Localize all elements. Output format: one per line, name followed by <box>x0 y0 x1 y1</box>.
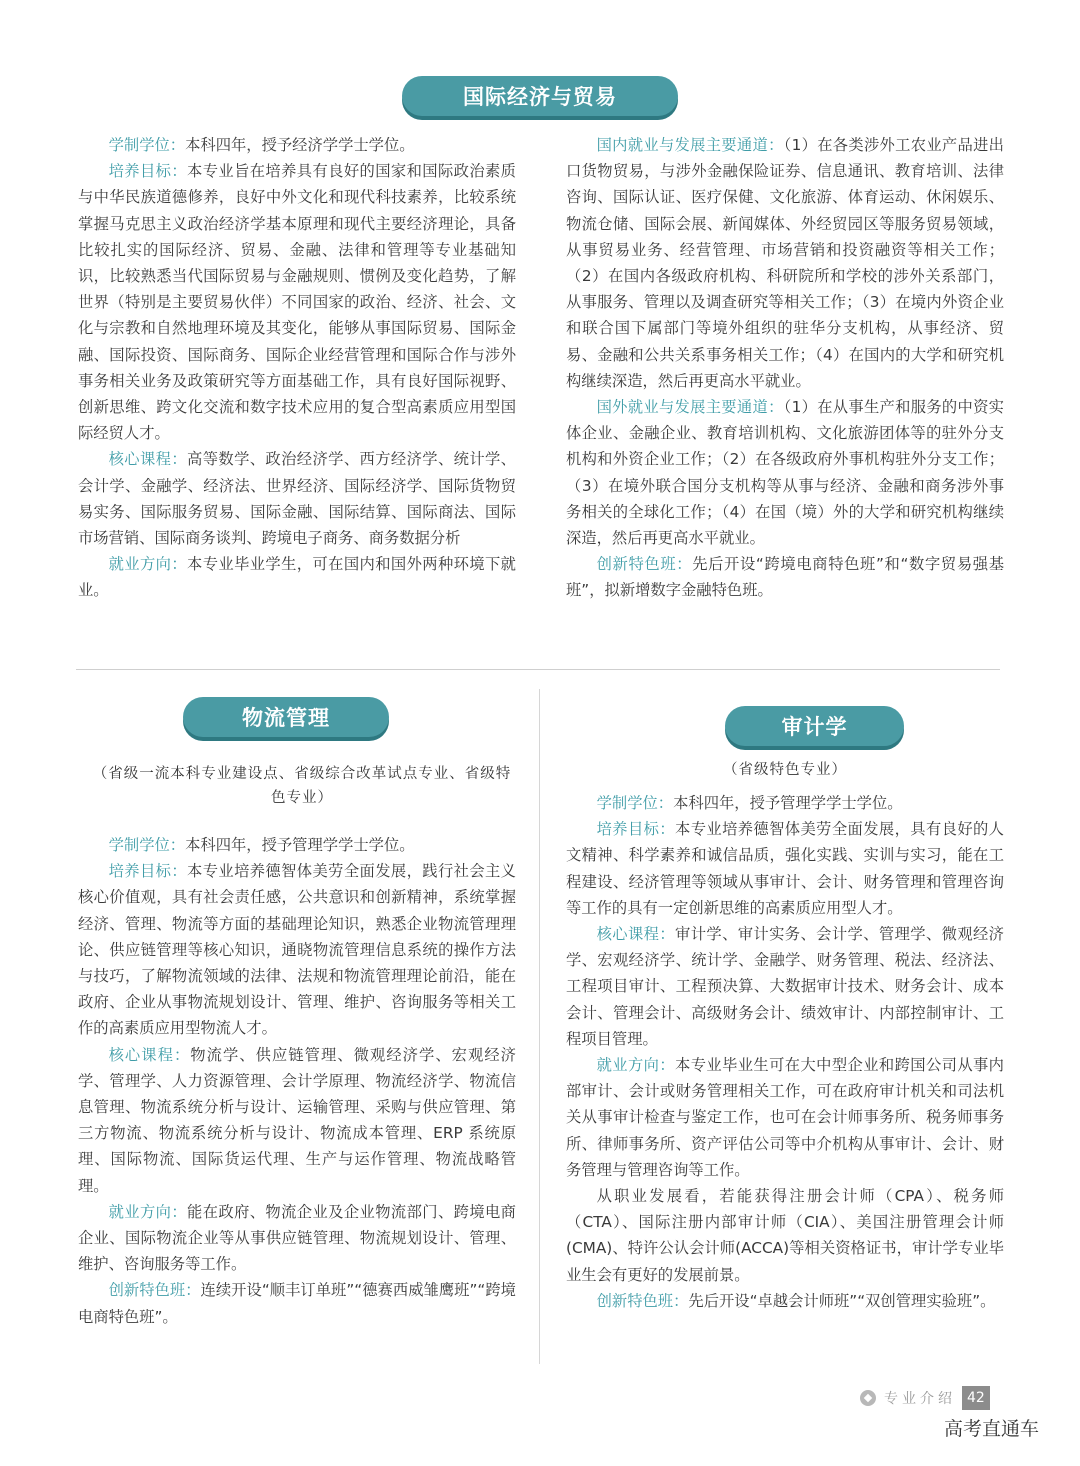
paragraph <box>566 1183 1004 1288</box>
paragraph-text: （1）在各类涉外工农业产品进出口货物贸易，与涉外金融保险证券、信息通讯、教育培训、法律咨询、国际认证、医疗保健、文化旅游、体育运动、休闲娱乐、物流仓储、国际会展、新闻媒体、外经贸园区等服务贸易领域，从事贸易业务、经营管理、市场营销和投资融资等相关工作；（2）在国内各级政府机构、科研院所和学校的涉外关系部门，从事服务、管理以及调查研究等相关工作；（3）在境内外资企业和联合国下属部门等境外组织的驻华分支机构，从事经济、贸易、金融和公共关系事务相关工作；（4）在国内的大学和研究机构继续深造，然后再更高水平就业。 <box>566 136 1004 390</box>
paragraph <box>78 858 516 1041</box>
paragraph <box>78 1042 516 1199</box>
paragraph <box>566 394 1004 551</box>
paragraph-text: 本专业培养德智体美劳全面发展，具有良好的人文精神、科学素养和诚信品质，强化实践、实训与实习，能在工程建设、经济管理等领域从事审计、会计、财务管理和管理咨询等工作的具有一定创新思维的高素质应用型人才。 <box>566 820 1004 917</box>
paragraph-text: 从职业发展看，若能获得注册会计师（CPA）、税务师（CTA）、国际注册内部审计师（CIA）、美国注册管理会计师(CMA)、特许公认会计师(ACCA)等相关资格证书，审计学专业毕业生会有更好的发展前景。 <box>566 1187 1004 1284</box>
section-title-auditing: 审计学 <box>725 706 904 746</box>
paragraph <box>566 1288 1004 1314</box>
paragraph-label: 创新特色班： <box>596 1291 689 1310</box>
paragraph-text: 审计学、审计实务、会计学、管理学、微观经济学、宏观经济学、统计学、金融学、财务管理、税法、经济法、工程项目审计、工程预决算、大数据审计技术、财务会计、成本会计、管理会计、高级财务会计、绩效审计、内部控制审计、工程项目管理。 <box>566 925 1004 1048</box>
paragraph-text: 高等数学、政治经济学、西方经济学、统计学、会计学、金融学、经济法、世界经济、国际经济学、国际货物贸易实务、国际服务贸易、国际金融、国际结算、国际商法、国际市场营销、国际商务谈判、跨境电子商务、商务数据分析 <box>78 450 516 548</box>
paragraph <box>78 832 516 858</box>
paragraph <box>78 551 516 603</box>
section-divider <box>76 669 1000 670</box>
watermark: 高考直通车 <box>944 1418 1040 1440</box>
paragraph <box>78 158 516 446</box>
paragraph-text: 本科四年，授予管理学学士学位。 <box>185 836 415 854</box>
intl-trade-left-column <box>78 132 516 604</box>
paragraph-text: 本科四年，授予经济学学士学位。 <box>185 136 415 154</box>
paragraph-label: 核心课程： <box>108 450 188 469</box>
section-title-intl-trade: 国际经济与贸易 <box>402 76 678 116</box>
paragraph <box>78 132 516 158</box>
paragraph-text: 物流学、供应链管理、微观经济学、宏观经济学、管理学、人力资源管理、会计学原理、物流经济学、物流信息管理、物流系统分析与设计、运输管理、采购与供应管理、第三方物流、物流系统分析与设计、物流成本管理、ERP 系统原理、国际物流、国际货运代理、生产与运作管理、物流战略管理。 <box>78 1045 516 1195</box>
paragraph-label: 创新特色班： <box>108 1281 201 1300</box>
paragraph-label: 学制学位： <box>596 794 674 812</box>
paragraph-label: 学制学位： <box>108 136 186 154</box>
page-number: 42 <box>962 1386 990 1410</box>
paragraph <box>566 551 1004 603</box>
paragraph-text: 先后开设“跨境电商特色班”和“数字贸易强基班”，拟新增数字金融特色班。 <box>566 555 1004 600</box>
section-title-logistics: 物流管理 <box>183 697 389 737</box>
paragraph-text: 连续开设“顺丰订单班”“德赛西威雏鹰班”“跨境电商特色班”。 <box>78 1281 516 1326</box>
paragraph <box>566 1052 1004 1183</box>
paragraph-label: 就业方向： <box>108 1202 188 1221</box>
paragraph <box>78 446 516 551</box>
paragraph-label: 核心课程： <box>596 925 676 944</box>
footer-section-label: 专业介绍 <box>884 1391 956 1407</box>
intl-trade-right-column <box>566 132 1004 604</box>
paragraph <box>78 1199 516 1278</box>
auditing-subtitle: （省级特色专业） <box>723 762 847 778</box>
paragraph-text: 本专业毕业生可在大中型企业和跨国公司从事内部审计、会计或财务管理相关工作，可在政府审计机关和司法机关从事审计检查与鉴定工作，也可在会计师事务所、税务师事务所、律师事务所、资产评估公司等中介机构从事审计、会计、财务管理与管理咨询等工作。 <box>566 1056 1004 1179</box>
paragraph-label: 核心课程： <box>108 1045 191 1064</box>
paragraph-label: 培养目标： <box>596 820 676 839</box>
paragraph-label: 就业方向： <box>108 555 188 574</box>
paragraph-label: 培养目标： <box>108 162 188 181</box>
paragraph <box>78 1277 516 1329</box>
column-divider <box>539 689 540 1364</box>
auditing-column <box>566 790 1004 1314</box>
paragraph-label: 国外就业与发展主要通道： <box>596 398 784 417</box>
paragraph <box>566 816 1004 921</box>
paragraph-text: 本专业毕业学生，可在国内和国外两种环境下就业。 <box>78 555 516 600</box>
diamond-icon <box>860 1390 876 1406</box>
paragraph-text: 本专业旨在培养具有良好的国家和国际政治素质与中华民族道德修养，良好中外文化和现代科技素养，比较系统掌握马克思主义政治经济学基本原理和现代主要经济理论，具备比较扎实的国际经济、贸易、金融、法律和管理等专业基础知识，比较熟悉当代国际贸易与金融规则、惯例及变化趋势，了解世界（特别是主要贸易伙伴）不同国家的政治、经济、社会、文化与宗教和自然地理环境及其变化，能够从事国际贸易、国际金融、国际投资、国际商务、国际企业经营管理和国际合作与涉外事务相关业务及政策研究等方面基础工作，具有良好国际视野、创新思维、跨文化交流和数字技术应用的复合型高素质应用型国际经贸人才。 <box>78 162 516 443</box>
logistics-column <box>78 832 516 1330</box>
paragraph-text: （1）在从事生产和服务的中资实体企业、金融企业、教育培训机构、文化旅游团体等的驻外分支机构和外资企业工作；（2）在各级政府外事机构驻外分支工作；（3）在境外联合国分支机构等从事与经济、金融和商务涉外事务相关的全球化工作；（4）在国（境）外的大学和研究机构继续深造，然后再更高水平就业。 <box>566 398 1004 548</box>
paragraph <box>566 790 1004 816</box>
paragraph-text: 先后开设“卓越会计师班”“双创管理实验班”。 <box>688 1291 996 1310</box>
page-footer <box>860 1386 990 1410</box>
paragraph-label: 学制学位： <box>108 836 186 854</box>
paragraph-label: 就业方向： <box>596 1056 676 1075</box>
paragraph-label: 培养目标： <box>108 862 188 881</box>
paragraph-label: 国内就业与发展主要通道： <box>596 136 784 154</box>
paragraph-text: 本科四年，授予管理学学士学位。 <box>673 794 903 812</box>
paragraph <box>566 921 1004 1052</box>
paragraph-label: 创新特色班： <box>596 555 693 574</box>
logistics-subtitle: （省级一流本科专业建设点、省级综合改革试点专业、省级特色专业） <box>92 766 512 806</box>
paragraph-text: 能在政府、物流企业及企业物流部门、跨境电商企业、国际物流企业等从事供应链管理、物流规划设计、管理、维护、咨询服务等工作。 <box>78 1202 516 1274</box>
paragraph-text: 本专业培养德智体美劳全面发展，践行社会主义核心价值观，具有社会责任感，公共意识和创新精神，系统掌握经济、管理、物流等方面的基础理论知识，熟悉企业物流管理理论、供应链管理等核心知识，通晓物流管理信息系统的操作方法与技巧，了解物流领域的法律、法规和物流管理理论前沿，能在政府、企业从事物流规划设计、管理、维护、咨询服务等相关工作的高素质应用型物流人才。 <box>78 862 516 1038</box>
paragraph <box>566 132 1004 394</box>
